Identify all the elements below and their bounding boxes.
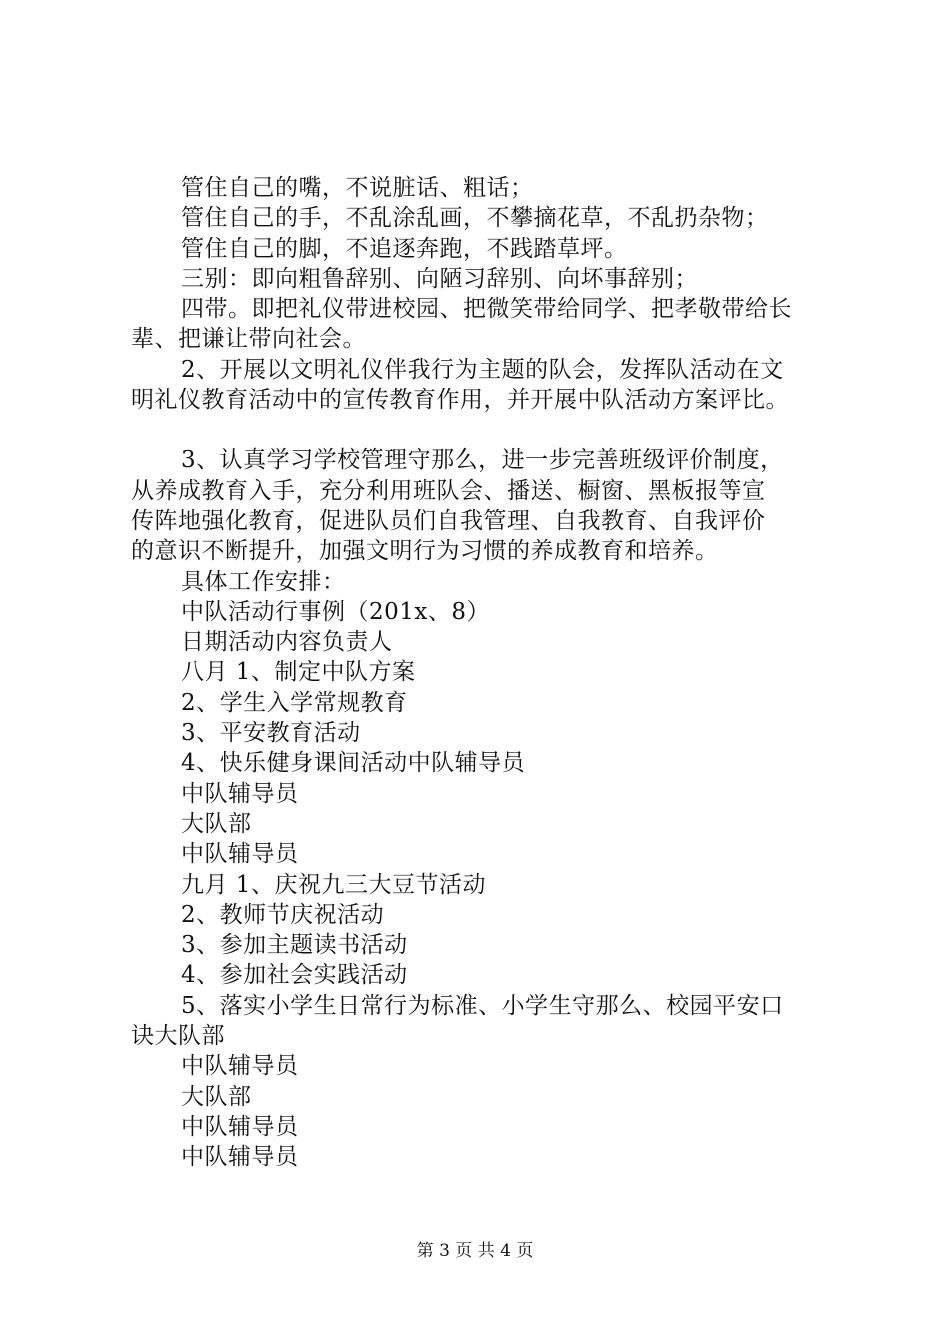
text-line: 三别：即向粗鲁辞别、向陋习辞别、向坏事辞别；	[181, 265, 698, 292]
text-line: 中队辅导员	[181, 780, 299, 807]
text-line: 诀大队部	[131, 1023, 225, 1050]
text-line: 3、参加主题读书活动	[181, 932, 408, 959]
text-line: 管住自己的嘴，不说脏话、粗话；	[181, 175, 534, 201]
paragraph-gap	[131, 415, 831, 445]
text-line: 2、开展以文明礼仪伴我行为主题的队会，发挥队活动在文	[181, 356, 784, 383]
text-line: 管住自己的手，不乱涂乱画，不攀摘花草，不乱扔杂物；	[181, 205, 769, 232]
page-footer: 第 3 页 共 4 页	[416, 1241, 534, 1261]
text-line: 中队活动行事例（201x、8）	[181, 598, 491, 625]
text-line: 4、快乐健身课间活动中队辅导员	[181, 750, 526, 777]
text-line: 传阵地强化教育，促进队员们自我管理、自我教育、自我评价	[131, 507, 766, 534]
text-line: 5、落实小学生日常行为标准、小学生守那么、校园平安口	[181, 992, 784, 1019]
text-line: 2、学生入学常规教育	[181, 689, 408, 716]
text-line: 3、认真学习学校管理守那么，进一步完善班级评价制度，	[181, 447, 784, 474]
text-line: 四带。即把礼仪带进校园、把微笑带给同学、把孝敬带给长	[181, 296, 792, 323]
text-line: 大队部	[181, 1083, 252, 1110]
text-line: 具体工作安排：	[181, 568, 346, 595]
text-line: 2、教师节庆祝活动	[181, 901, 385, 928]
document-body	[131, 173, 831, 1173]
text-line: 从养成教育入手，充分利用班队会、播送、橱窗、黑板报等宣	[131, 477, 766, 504]
text-line: 中队辅导员	[181, 841, 299, 868]
text-line: 中队辅导员	[181, 1053, 299, 1080]
text-line: 3、平安教育活动	[181, 720, 361, 747]
text-line: 八月 1、制定中队方案	[181, 659, 416, 686]
text-line: 明礼仪教育活动中的宣传教育作用，并开展中队活动方案评比。	[131, 387, 789, 414]
text-line: 中队辅导员	[181, 1144, 299, 1171]
text-line: 管住自己的脚，不追逐奔跑，不践踏草坪。	[181, 235, 628, 262]
text-line: 九月 1、庆祝九三大豆节活动	[181, 871, 486, 898]
text-line: 中队辅导员	[181, 1113, 299, 1140]
text-line: 大队部	[181, 810, 252, 837]
text-line: 辈、把谦让带向社会。	[131, 326, 366, 353]
text-line: 日期活动内容负责人	[181, 629, 393, 656]
text-line: 4、参加社会实践活动	[181, 962, 408, 989]
text-line: 的意识不断提升，加强文明行为习惯的养成教育和培养。	[131, 538, 719, 565]
